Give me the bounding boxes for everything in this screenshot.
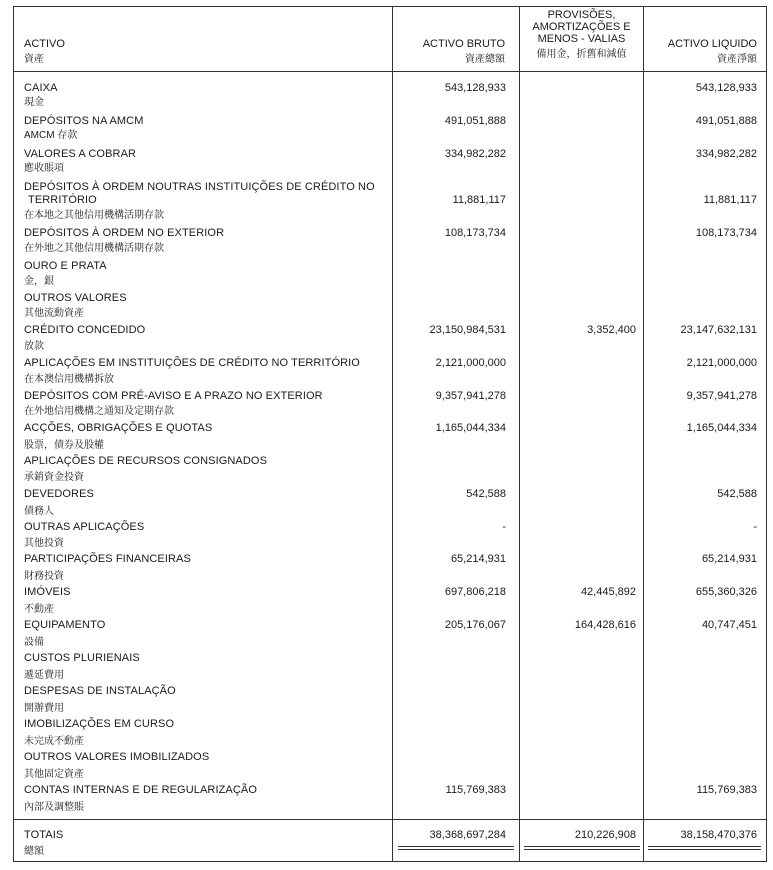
row-imoveis-bruto: 697,806,218 (444, 586, 506, 598)
row-amcm-bruto: 491,051,888 (444, 115, 506, 127)
totals-prov-underline-2 (524, 849, 640, 850)
row-imobilizacoes-curso-zh: 未完成不動產 (24, 736, 84, 747)
row-dep-pre-aviso-bruto: 9,357,941,278 (435, 390, 506, 402)
header-activo (24, 38, 65, 66)
totals-prov-underline (524, 846, 640, 847)
row-dep-ordem-territorio-label-2: TERRITÓRIO (28, 194, 97, 206)
row-contas-internas-label: CONTAS INTERNAS E DE REGULARIZAÇÃO (24, 784, 258, 796)
header-liquido-pt: ACTIVO LIQUIDO (667, 38, 757, 50)
row-caixa-zh: 現金 (24, 97, 44, 108)
header-bruto-zh: 資產總額 (465, 54, 505, 65)
header-activo-bruto (385, 38, 505, 66)
row-dep-ordem-territorio-label: DEPÓSITOS À ORDEM NOUTRAS INSTITUIÇÕES DE CRÉDITO NO (24, 181, 375, 193)
row-contas-internas-zh: 內部及調整賬 (24, 802, 84, 813)
row-valores-cobrar-liquido: 334,982,282 (695, 148, 757, 160)
row-amcm-liquido: 491,051,888 (695, 115, 757, 127)
row-dep-ordem-exterior-liquido: 108,173,734 (695, 227, 757, 239)
header-prov-zh: 備用金，折舊和減值 (536, 49, 627, 60)
totals-liquido-underline-2 (648, 849, 761, 850)
row-despesas-instalacao-label: DESPESAS DE INSTALAÇÃO (24, 685, 176, 697)
row-outros-imobilizados-zh: 其他固定資產 (24, 769, 84, 780)
header-activo-zh: 資產 (24, 54, 44, 65)
row-participacoes-zh: 財務投資 (24, 571, 64, 582)
row-equipamento-prov: 164,428,616 (574, 619, 636, 631)
row-dep-pre-aviso-liquido: 9,357,941,278 (686, 390, 757, 402)
totals-divider (13, 819, 767, 820)
row-dep-pre-aviso-zh: 在外地信用機構之通知及定期存款 (24, 406, 174, 417)
row-dep-ordem-exterior-zh: 在外地之其他信用機構活期存款 (24, 243, 164, 254)
row-aplic-territorio-zh: 在本澳信用機構拆放 (24, 374, 114, 385)
row-custos-plurienais-label: CUSTOS PLURIENAIS (24, 652, 140, 664)
column-divider-2 (519, 6, 520, 862)
header-provisoes (520, 9, 643, 61)
totals-prov: 210,226,908 (574, 829, 636, 841)
header-bruto-pt: ACTIVO BRUTO (422, 38, 505, 50)
row-caixa-liquido: 543,128,933 (695, 82, 757, 94)
totals-bruto-underline (398, 846, 514, 847)
row-accoes-zh: 股票，債券及股權 (24, 440, 104, 451)
row-caixa-label: CAIXA (24, 82, 58, 94)
header-prov-line-3: MENOS - VALIAS (537, 33, 626, 45)
row-despesas-instalacao-zh: 開辦費用 (24, 703, 64, 714)
totals-bruto: 38,368,697,284 (429, 829, 506, 841)
row-devedores-liquido: 542,588 (717, 488, 757, 500)
row-outros-valores-label: OUTROS VALORES (24, 292, 127, 304)
totals-bruto-underline-2 (398, 849, 514, 850)
row-outras-aplic-bruto: - (502, 521, 506, 533)
row-equipamento-liquido: 40,747,451 (701, 619, 757, 631)
row-recursos-consignados-zh: 承銷資金投資 (24, 472, 84, 483)
row-equipamento-label: EQUIPAMENTO (24, 619, 106, 631)
row-aplic-territorio-label: APLICAÇÕES EM INSTITUIÇÕES DE CRÉDITO NO TERRITÓRIO (24, 357, 360, 369)
row-devedores-bruto: 542,588 (466, 488, 506, 500)
totals-zh: 總額 (24, 846, 44, 857)
row-participacoes-liquido: 65,214,931 (701, 553, 757, 565)
row-aplic-territorio-bruto: 2,121,000,000 (435, 357, 506, 369)
row-credito-zh: 放款 (24, 341, 44, 352)
balance-sheet-frame (13, 6, 767, 862)
row-caixa-bruto: 543,128,933 (444, 82, 506, 94)
row-equipamento-zh: 設備 (24, 637, 44, 648)
row-devedores-label: DEVEDORES (24, 488, 94, 500)
row-equipamento-bruto: 205,176,067 (444, 619, 506, 631)
row-accoes-liquido: 1,165,044,334 (686, 422, 757, 434)
row-imoveis-label: IMÓVEIS (24, 586, 71, 598)
row-dep-ordem-territorio-bruto: 11,881,117 (452, 194, 506, 206)
row-imoveis-liquido: 655,360,326 (695, 586, 757, 598)
row-contas-internas-liquido: 115,769,383 (696, 784, 757, 796)
row-outras-aplic-label: OUTRAS APLICAÇÕES (24, 521, 145, 533)
header-prov-line-1: PROVISÕES, (547, 9, 616, 21)
row-credito-bruto: 23,150,984,531 (429, 324, 506, 336)
row-contas-internas-bruto: 115,769,383 (445, 784, 506, 796)
totals-label: TOTAIS (24, 829, 64, 841)
row-aplic-territorio-liquido: 2,121,000,000 (686, 357, 757, 369)
row-imoveis-prov: 42,445,892 (580, 586, 636, 598)
row-amcm-zh: AMCM 存款 (24, 130, 78, 141)
row-imoveis-zh: 不動產 (24, 604, 54, 615)
row-valores-cobrar-label: VALORES A COBRAR (24, 148, 137, 160)
row-valores-cobrar-bruto: 334,982,282 (444, 148, 506, 160)
row-outros-imobilizados-label: OUTROS VALORES IMOBILIZADOS (24, 751, 210, 763)
row-accoes-bruto: 1,165,044,334 (435, 422, 506, 434)
row-ouro-prata-label: OURO E PRATA (24, 260, 107, 272)
totals-liquido: 38,158,470,376 (680, 829, 757, 841)
header-activo-pt: ACTIVO (24, 38, 65, 50)
row-credito-label: CRÉDITO CONCEDIDO (24, 324, 146, 336)
column-divider-3 (643, 6, 644, 862)
row-recursos-consignados-label: APLICAÇÕES DE RECURSOS CONSIGNADOS (24, 455, 268, 467)
row-dep-ordem-territorio-zh: 在本地之其他信用機構活期存款 (24, 210, 164, 221)
column-divider-1 (392, 6, 393, 862)
row-valores-cobrar-zh: 應收賬項 (24, 163, 64, 174)
row-credito-liquido: 23,147,632,131 (680, 324, 757, 336)
row-outras-aplic-liquido: - (753, 521, 757, 533)
row-imobilizacoes-curso-label: IMOBILIZAÇÕES EM CURSO (24, 718, 175, 730)
row-dep-ordem-exterior-label: DEPÓSITOS À ORDEM NO EXTERIOR (24, 227, 225, 239)
header-divider (13, 71, 767, 72)
header-activo-liquido (647, 38, 757, 66)
row-accoes-label: ACÇÕES, OBRIGAÇÕES E QUOTAS (24, 422, 213, 434)
row-amcm-label: DEPÓSITOS NA AMCM (24, 115, 144, 127)
row-outros-valores-zh: 其他流動資產 (24, 308, 84, 319)
row-devedores-zh: 債務人 (24, 506, 54, 517)
row-participacoes-label: PARTICIPAÇÕES FINANCEIRAS (24, 553, 191, 565)
row-dep-ordem-exterior-bruto: 108,173,734 (444, 227, 506, 239)
row-dep-ordem-territorio-liquido: 11,881,117 (703, 194, 757, 206)
row-credito-prov: 3,352,400 (587, 324, 636, 336)
row-outras-aplic-zh: 其他投資 (24, 538, 64, 549)
row-custos-plurienais-zh: 遞延費用 (24, 670, 64, 681)
header-prov-line-2: AMORTIZAÇÕES E (532, 21, 631, 33)
row-participacoes-bruto: 65,214,931 (450, 553, 506, 565)
row-ouro-prata-zh: 金，銀 (24, 276, 54, 287)
totals-liquido-underline (648, 846, 761, 847)
header-liquido-zh: 資產淨額 (717, 54, 757, 65)
row-dep-pre-aviso-label: DEPÓSITOS COM PRÉ-AVISO E A PRAZO NO EXTERIOR (24, 390, 323, 402)
